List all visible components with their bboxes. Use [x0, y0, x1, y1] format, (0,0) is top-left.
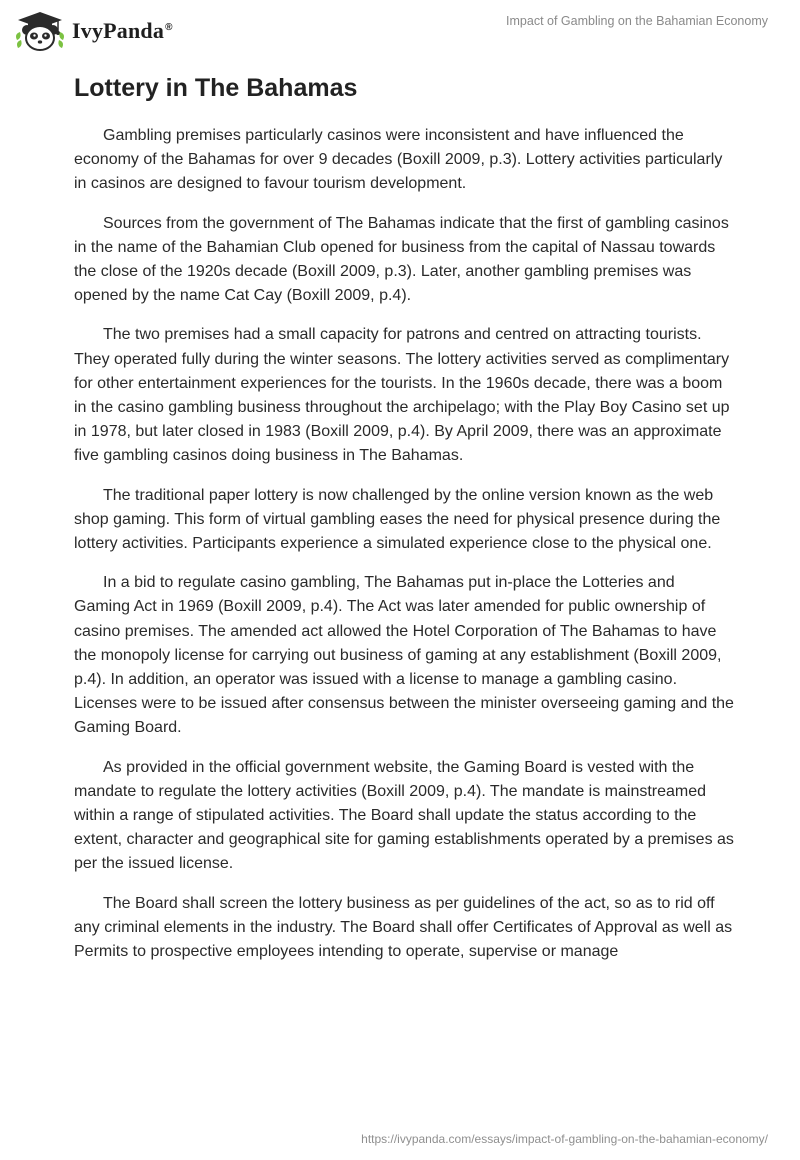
paragraph: The two premises had a small capacity for patrons and centred on attracting tourists. They operated fully during the winter seasons. The lottery activities served as complimentary for other entertainment experiences for the tourists. In the 1960s decade, there was a boom in the casino gambling business throughout the archipelago; with the Play Boy Casino set up in 1978, but later closed in 1983 (Boxill 2009, p.4). By April 2009, there was an approximate five gambling casinos doing business in The Bahamas. — [74, 326, 730, 465]
logo-wordmark: IvyPanda — [72, 18, 165, 43]
paragraph: In a bid to regulate casino gambling, The Bahamas put in-place the Lotteries and Gaming Act in 1969 (Boxill 2009, p.4). The Act was later amended for public ownership of casino premises. The amended act allowed the Hotel Corporation of The Bahamas to have the monopoly license for carrying out business of gaming at any establishment (Boxill 2009, p.4). In addition, an operator was issued with a license to manage a gambling casino. Licenses were to be issued after consensus between the minister overseeing gaming and the Gaming Board. — [74, 574, 734, 737]
registered-mark: ® — [165, 21, 173, 33]
running-title: Impact of Gambling on the Bahamian Economy — [506, 14, 768, 28]
page-header — [0, 0, 800, 60]
section-heading: Lottery in The Bahamas — [74, 74, 358, 102]
source-url-link[interactable]: https://ivypanda.com/essays/impact-of-gambling-on-the-bahamian-economy/ — [361, 1132, 768, 1146]
panda-graduate-icon — [14, 10, 66, 52]
article-body — [74, 72, 734, 979]
paragraph: Gambling premises particularly casinos were inconsistent and have influenced the economy of the Bahamas for over 9 decades (Boxill 2009, p.3). Lottery activities particularly in casinos are designed to favour tourism development. — [74, 127, 723, 193]
paragraph: The Board shall screen the lottery business as per guidelines of the act, so as to rid off any criminal elements in the industry. The Board shall offer Certificates of Approval as well as Permits to prospective employees intending to operate, supervise or manage — [74, 894, 733, 961]
logo-text — [72, 18, 173, 44]
ivypanda-logo[interactable] — [14, 10, 173, 52]
paragraph: As provided in the official government website, the Gaming Board is vested with the mandate to regulate the lottery activities (Boxill 2009, p.4). The mandate is mainstreamed within a range of stipulated activities. The Board shall update the status according to the extent, character and geographical site for gaming establishments operated by a premises as per the issued license. — [74, 758, 734, 873]
paragraph: Sources from the government of The Bahamas indicate that the first of gambling casinos in the name of the Bahamian Club opened for business from the capital of Nassau towards the close of the 1920s decade (Boxill 2009, p.3). Later, another gambling premises was opened by the name Cat Cay (Boxill 2009, p.4). — [74, 214, 729, 305]
paragraph: The traditional paper lottery is now challenged by the online version known as the web shop gaming. This form of virtual gambling eases the need for physical presence during the lottery activities. Participants experience a simulated experience close to the physical one. — [74, 486, 721, 553]
